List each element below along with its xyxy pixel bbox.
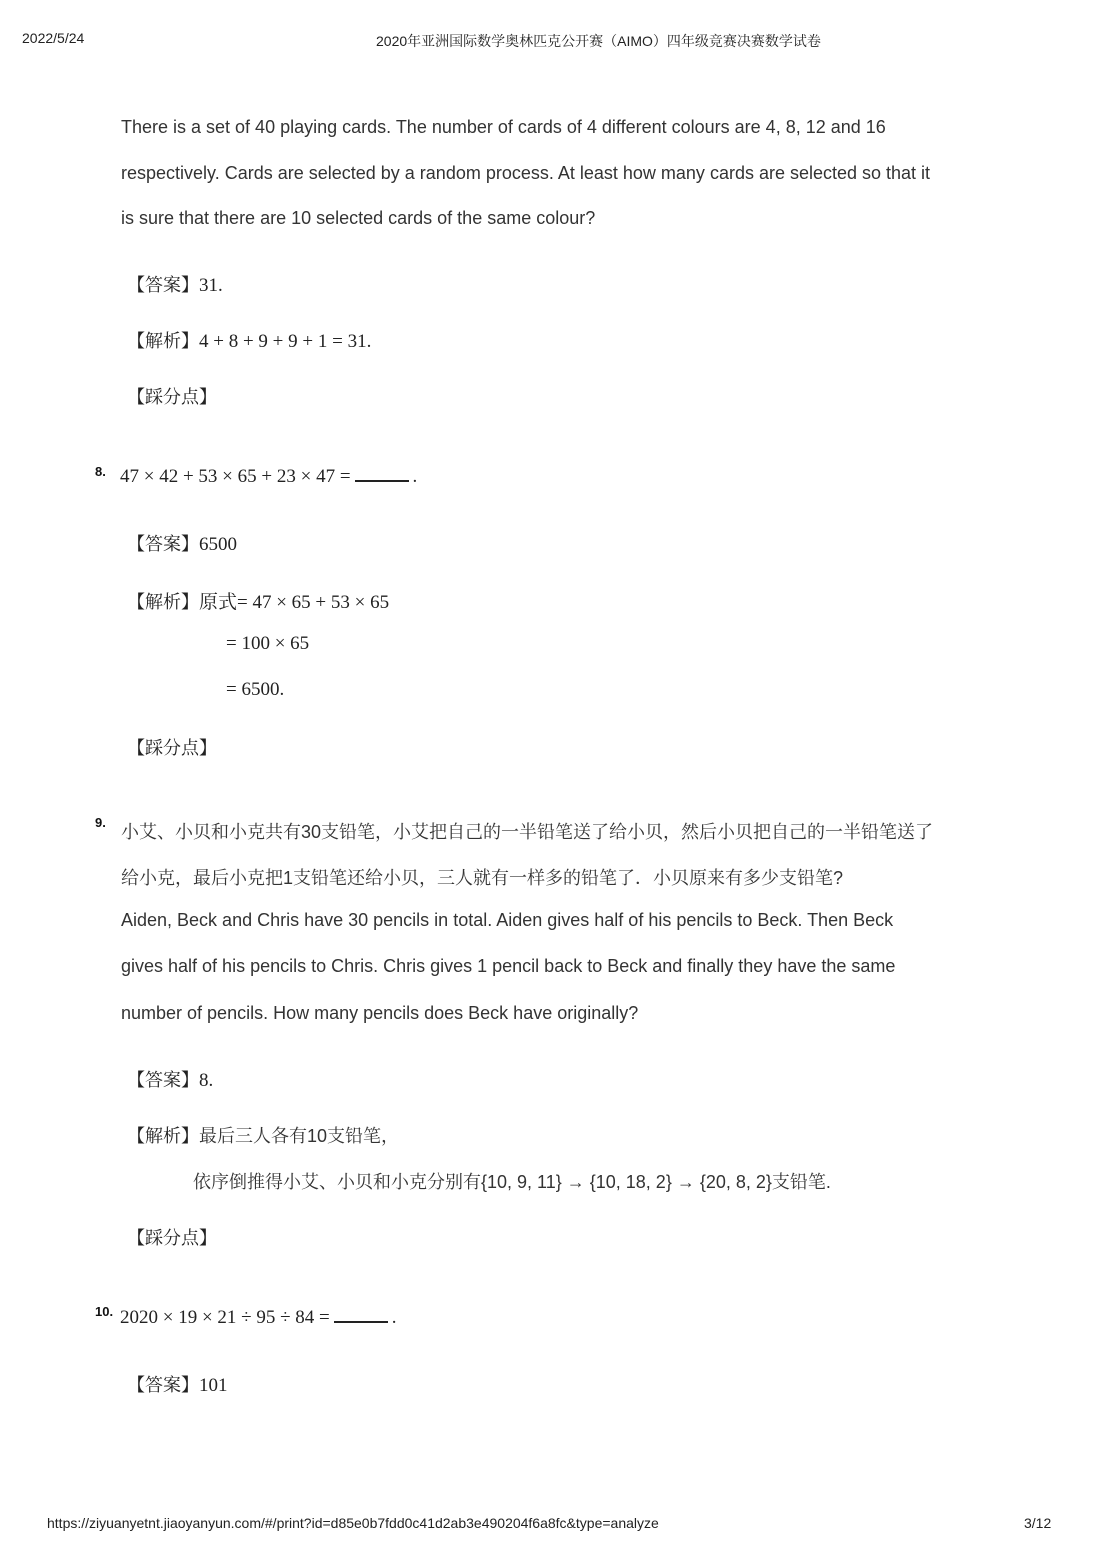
q8-analysis-line-2: = 100 × 65 [226,633,310,654]
q8-points: 【踩分点】 [127,738,217,758]
analysis-line-1: 原式= 47 × 65 + 53 × 65 [199,592,390,613]
q7-line-3: is sure that there are 10 selected cards of the same colour? [121,208,596,228]
q7-answer [127,271,223,297]
q8-analysis-line-3: = 6500. [226,679,285,700]
q9-points: 【踩分点】 [127,1228,217,1248]
q9-cn-line-2: 给小克，最后小克把1支铅笔还给小贝，三人就有一样多的铅笔了．小贝原来有多少支铅笔? [121,868,844,888]
page-title: 2020年亚洲国际数学奥林匹克公开赛（AIMO）四年级竞赛决赛数学试卷 [376,33,821,49]
q9-cn-line-1: 小艾、小贝和小克共有30支铅笔，小艾把自己的一半铅笔送了给小贝，然后小贝把自己的一半铅笔送了 [121,822,934,842]
q10-tail: . [391,1307,397,1328]
answer-value: 8. [199,1070,214,1091]
answer-label: 【答案】 [127,1375,199,1395]
q7-points: 【踩分点】 [127,387,217,407]
q10-question [120,1307,397,1329]
q10-expression: 2020 × 19 × 21 ÷ 95 ÷ 84 = [120,1307,330,1328]
q8-analysis [127,587,389,614]
q10-answer [127,1371,228,1397]
answer-blank [355,466,409,482]
analysis-label: 【解析】 [127,331,199,351]
page-number: 3/12 [1024,1515,1052,1531]
analysis-label: 【解析】 [127,592,199,612]
q7-line-1: There is a set of 40 playing cards. The number of cards of 4 different colours are 4, 8, 12 and 16 [121,117,886,137]
analysis-value: 4 + 8 + 9 + 9 + 1 = 31. [199,331,372,352]
answer-value: 31. [199,275,223,296]
analysis-label: 【解析】 [127,1126,199,1146]
page-url: https://ziyuanyetnt.jiaoyanyun.com/#/print?id=d85e0b7fdd0c41d2ab3e490204f6a8fc&type=analyze [47,1515,659,1531]
answer-label: 【答案】 [127,275,199,295]
q7-analysis [127,327,371,353]
q9-analysis-line-2: 依序倒推得小艾、小贝和小克分别有{10, 9, 11} → {10, 18, 2} → {20, 8, 2}支铅笔. [193,1172,831,1192]
q9-en-line-3: number of pencils. How many pencils does Beck have originally? [121,1003,639,1023]
q8-question [120,466,417,488]
q9-en-line-1: Aiden, Beck and Chris have 30 pencils in total. Aiden gives half of his pencils to Beck. Then Beck [121,910,894,930]
q8-expression: 47 × 42 + 53 × 65 + 23 × 47 = [120,466,351,487]
print-date: 2022/5/24 [22,30,85,46]
q10-number: 10. [95,1304,114,1319]
answer-label: 【答案】 [127,534,199,554]
q8-tail: . [412,466,418,487]
q8-answer [127,530,237,556]
q9-analysis [127,1122,399,1148]
answer-value: 6500 [199,534,237,555]
q9-en-line-2: gives half of his pencils to Chris. Chris gives 1 pencil back to Beck and finally they have the same [121,956,896,976]
q9-answer [127,1066,213,1092]
analysis-line-1: 最后三人各有10支铅笔， [199,1126,400,1146]
q8-number: 8. [95,464,106,479]
q9-number: 9. [95,815,106,830]
answer-value: 101 [199,1375,228,1396]
answer-blank [334,1307,388,1323]
q7-line-2: respectively. Cards are selected by a random process. At least how many cards are selected so that it [121,163,931,183]
answer-label: 【答案】 [127,1070,199,1090]
